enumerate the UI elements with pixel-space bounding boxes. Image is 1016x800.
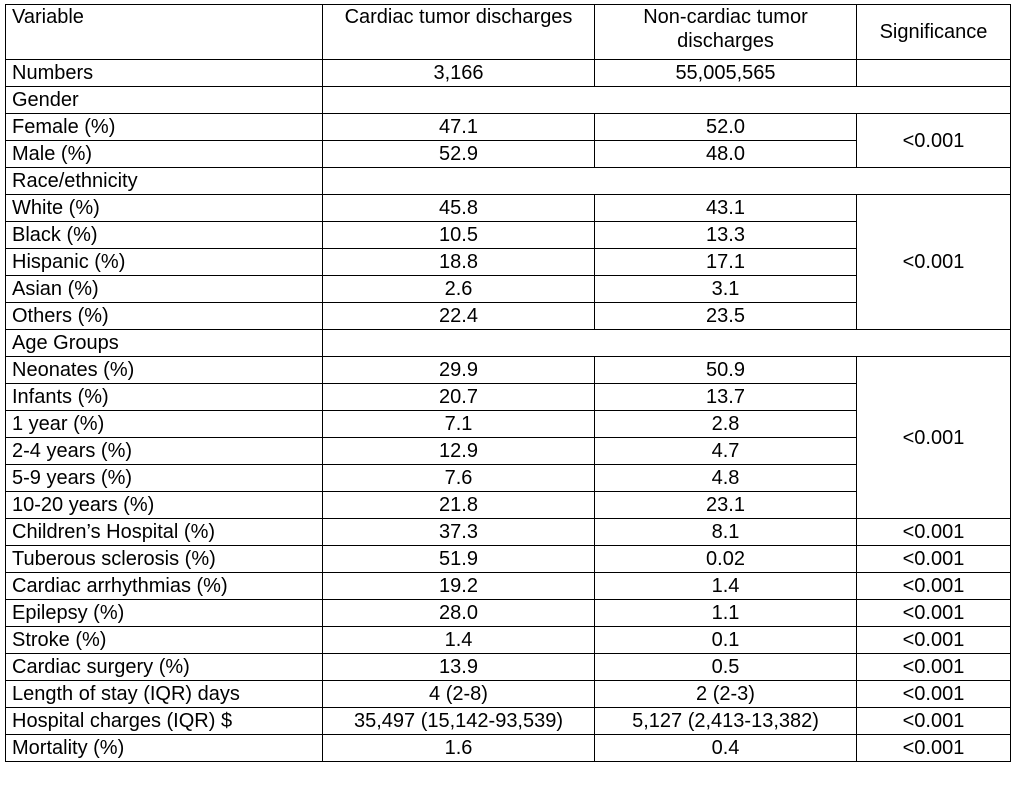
header-cardiac: Cardiac tumor discharges (323, 5, 595, 60)
row-label: Hospital charges (IQR) $ (6, 708, 323, 735)
table-row (6, 681, 1011, 708)
row-label: Cardiac arrhythmias (%) (6, 573, 323, 600)
cardiac-value: 37.3 (323, 519, 595, 546)
row-label: Infants (%) (6, 384, 323, 411)
noncardiac-value: 0.1 (595, 627, 857, 654)
section-title: Race/ethnicity (6, 168, 323, 195)
noncardiac-value: 52.0 (595, 114, 857, 141)
cardiac-value: 35,497 (15,142-93,539) (323, 708, 595, 735)
row-label: Hispanic (%) (6, 249, 323, 276)
significance-value: <0.001 (857, 654, 1011, 681)
row-label: White (%) (6, 195, 323, 222)
table-row (6, 546, 1011, 573)
section-row (6, 330, 1011, 357)
table-row (6, 519, 1011, 546)
row-label: Children’s Hospital (%) (6, 519, 323, 546)
significance-value: <0.001 (857, 546, 1011, 573)
cardiac-value: 18.8 (323, 249, 595, 276)
noncardiac-value: 23.5 (595, 303, 857, 330)
row-label: Asian (%) (6, 276, 323, 303)
cardiac-value: 7.6 (323, 465, 595, 492)
significance-value: <0.001 (857, 600, 1011, 627)
noncardiac-value: 50.9 (595, 357, 857, 384)
header-significance: Significance (857, 5, 1011, 60)
row-label: Neonates (%) (6, 357, 323, 384)
row-label: 10-20 years (%) (6, 492, 323, 519)
noncardiac-value: 0.5 (595, 654, 857, 681)
significance-value: <0.001 (857, 573, 1011, 600)
table-row (6, 735, 1011, 762)
noncardiac-value: 3.1 (595, 276, 857, 303)
discharge-comparison-table (5, 4, 1011, 762)
cardiac-value: 4 (2-8) (323, 681, 595, 708)
table-row (6, 114, 1011, 141)
significance-value: <0.001 (857, 627, 1011, 654)
noncardiac-value: 5,127 (2,413-13,382) (595, 708, 857, 735)
header-noncardiac: Non-cardiac tumor discharges (595, 5, 857, 60)
row-label: 5-9 years (%) (6, 465, 323, 492)
cardiac-value: 52.9 (323, 141, 595, 168)
significance-value: <0.001 (857, 114, 1011, 168)
cardiac-value: 3,166 (323, 60, 595, 87)
noncardiac-value: 1.4 (595, 573, 857, 600)
table-row (6, 357, 1011, 384)
noncardiac-value: 1.1 (595, 600, 857, 627)
significance-value: <0.001 (857, 519, 1011, 546)
noncardiac-value: 4.8 (595, 465, 857, 492)
cardiac-value: 21.8 (323, 492, 595, 519)
section-blank (323, 330, 1011, 357)
noncardiac-value: 23.1 (595, 492, 857, 519)
row-label: 2-4 years (%) (6, 438, 323, 465)
noncardiac-value: 43.1 (595, 195, 857, 222)
section-row (6, 168, 1011, 195)
noncardiac-value: 2 (2-3) (595, 681, 857, 708)
noncardiac-value: 4.7 (595, 438, 857, 465)
noncardiac-value: 2.8 (595, 411, 857, 438)
significance-value: <0.001 (857, 708, 1011, 735)
cardiac-value: 10.5 (323, 222, 595, 249)
noncardiac-value: 8.1 (595, 519, 857, 546)
cardiac-value: 28.0 (323, 600, 595, 627)
cardiac-value: 51.9 (323, 546, 595, 573)
row-label: Cardiac surgery (%) (6, 654, 323, 681)
cardiac-value: 13.9 (323, 654, 595, 681)
cardiac-value: 22.4 (323, 303, 595, 330)
row-label: Female (%) (6, 114, 323, 141)
table-row (6, 195, 1011, 222)
table-row (6, 60, 1011, 87)
section-title: Gender (6, 87, 323, 114)
section-row (6, 87, 1011, 114)
row-label: Tuberous sclerosis (%) (6, 546, 323, 573)
header-variable: Variable (6, 5, 323, 60)
table-row (6, 654, 1011, 681)
cardiac-value: 12.9 (323, 438, 595, 465)
table-row (6, 627, 1011, 654)
cardiac-value: 19.2 (323, 573, 595, 600)
row-label: Black (%) (6, 222, 323, 249)
significance-value (857, 60, 1011, 87)
cardiac-value: 45.8 (323, 195, 595, 222)
row-label: Numbers (6, 60, 323, 87)
noncardiac-value: 0.4 (595, 735, 857, 762)
row-label: Male (%) (6, 141, 323, 168)
noncardiac-value: 17.1 (595, 249, 857, 276)
noncardiac-value: 55,005,565 (595, 60, 857, 87)
noncardiac-value: 13.3 (595, 222, 857, 249)
section-blank (323, 87, 1011, 114)
noncardiac-value: 13.7 (595, 384, 857, 411)
row-label: Mortality (%) (6, 735, 323, 762)
noncardiac-value: 48.0 (595, 141, 857, 168)
row-label: Length of stay (IQR) days (6, 681, 323, 708)
cardiac-value: 20.7 (323, 384, 595, 411)
cardiac-value: 29.9 (323, 357, 595, 384)
row-label: Stroke (%) (6, 627, 323, 654)
cardiac-value: 2.6 (323, 276, 595, 303)
section-blank (323, 168, 1011, 195)
significance-value: <0.001 (857, 195, 1011, 330)
cardiac-value: 47.1 (323, 114, 595, 141)
table-row (6, 573, 1011, 600)
row-label: Others (%) (6, 303, 323, 330)
table-row (6, 600, 1011, 627)
table-row (6, 708, 1011, 735)
row-label: Epilepsy (%) (6, 600, 323, 627)
cardiac-value: 1.6 (323, 735, 595, 762)
significance-value: <0.001 (857, 735, 1011, 762)
cardiac-value: 7.1 (323, 411, 595, 438)
cardiac-value: 1.4 (323, 627, 595, 654)
row-label: 1 year (%) (6, 411, 323, 438)
significance-value: <0.001 (857, 357, 1011, 519)
noncardiac-value: 0.02 (595, 546, 857, 573)
section-title: Age Groups (6, 330, 323, 357)
significance-value: <0.001 (857, 681, 1011, 708)
header-row (6, 5, 1011, 60)
